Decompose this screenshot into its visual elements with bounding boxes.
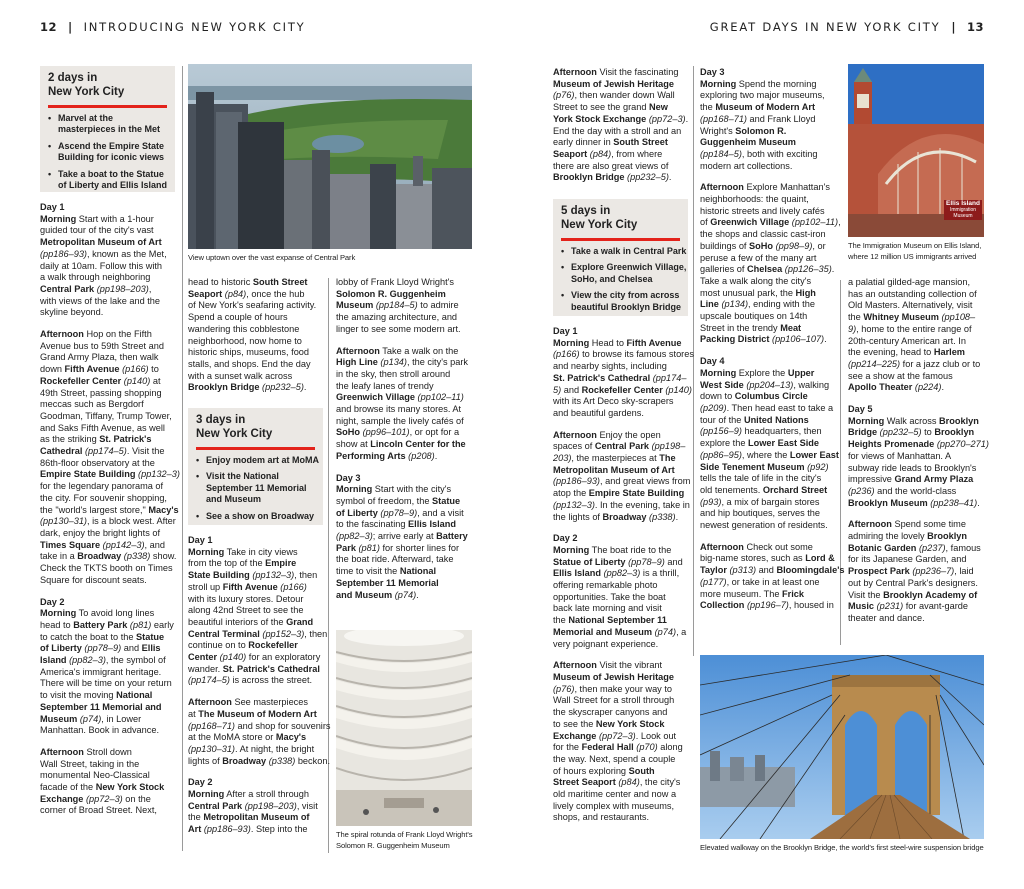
list-item: • View the city from across beautiful Brooklyn Bridge [561,290,682,313]
accent-bar [48,105,167,108]
itinerary-box-5-days [553,199,688,316]
guggenheim-rotunda-photo [336,630,472,826]
accent-bar [196,447,315,450]
list-item: • Take a walk in Central Park [561,246,682,258]
itinerary-box-3-days [188,408,323,525]
box-title: 2 days in New York City [48,72,125,98]
ellis-island-photo [848,64,984,237]
list-item: • Enjoy modem art at MoMA [196,455,317,467]
list-item: • Marvel at the masterpieces in the Met [48,113,169,136]
column-4-lower: Day 1 Morning Head to Fifth Avenue (p166) to browse its famous stores and nearby sights, including St. Patrick's Cathedral (pp174– 5) and Rockefeller Center (p140) with its Art Deco sky-scrapers and beautiful gardens. Afternoon Enjoy the open spaces of Central Park (pp198– 203), the masterpieces at The Metropolitan Museum of Art (pp186–93), and great views from atop the Empire State Building (pp132–3). In the evening, take in the lights of Broadway (p338). Day 2 Morning The boat ride to the Statue of Liberty (pp78–9) and Ellis Island (pp82–3) is a thrill, offering remarkable photo opportunities. Take the boat back late morning and visit the National September 11 Memorial and Museum (p74), a very poignant experience. Afternoon Visit the vibrant Museum of Jewish Heritage (p76), then make your way to Wall Street for a stroll through the skyscraper canyons and to see the New York Stock Exchange (pp72–3). Look out for the Federal Hall (p70) along the way. Next, spend a couple of hours exploring South Street Seaport (p84), the city's old maritime center and now a lively complex with museums, shops, and restaurants. [553,326,694,823]
itinerary-box-2-days [40,66,175,192]
column-1: Day 1 Morning Start with a 1-hour guided tour of the city's vast Metropolitan Museum of Art (pp186–93), known as the Met, daily at 10am. Follow this with a walk through neighboring Central Park (pp198–203), with views of the lake and the skyline beyond. Afternoon Hop on the Fifth Avenue bus to 59th Street and Grand Army Plaza, then walk down Fifth Avenue (p166) to Rockefeller Center (p140) at 49th Street, passing shopping meccas such as Bergdorf Goodman, Tiffany, Trump Tower, and Saks Fifth Avenue, as well as the striking St. Patrick's Cathedral (pp174–5). Visit the 86th-floor observatory at the Empire State Building (pp132–3) for the legendary panorama of the city. For souvenir shopping, the "world's largest store," Macy's (pp130–31), is a block west. After dark, enjoy the bright lights of Times Square (pp142–3), and take in a Broadway (p338) show. Check the TKTS booth on Times Square for discount seats. Day 2 Morning To avoid long lines head to Battery Park (p81) early to catch the boat to the Statue of Liberty (pp78–9) and Ellis Island (pp82–3), the symbol of America's immigrant heritage. There will be time on your return to visit the moving National September 11 Memorial and Museum (p74), in Lower Manhattan. Book in advance. Afternoon Stroll down Wall Street, taking in the monumental Neo-Classical facade of the New York Stock Exchange (pp72–3) on the corner of Broad Street. Next, [40,202,180,816]
list-item: • Ascend the Empire State Building for iconic views [48,141,169,164]
photo-caption: The Immigration Museum on Ellis Island, where 12 million US immigrants arrived [848,241,982,261]
photo-caption: View uptown over the vast expanse of Central Park [188,253,356,262]
central-park-photo [188,64,472,249]
brooklyn-bridge-photo [700,655,984,839]
left-running-header: 12 | INTRODUCING NEW YORK CITY [40,20,306,34]
photo-caption: Elevated walkway on the Brooklyn Bridge, the world's first steel-wire suspension bridge [700,843,984,852]
column-5: Day 3 Morning Spend the morning exploring two major museums, the Museum of Modern Art (pp168–71) and Frank Lloyd Wright's Solomon R. Guggenheim Museum (pp184–5), both with exciting modern art collections. Afternoon Explore Manhattan's neighborhoods: the quaint, historic streets and lively cafés of Greenwich Village (pp102–11), the shops and classic cast-iron buildings of SoHo (pp98–9), or peruse a few of the many art galleries of Chelsea (pp126–35). Take a walk along the city's most unusual park, the High Line (p134), ending with the upscale boutiques on 14th Street in the trendy Meat Packing District (pp106–107). Day 4 Morning Explore the Upper West Side (pp204–13), walking down to Columbus Circle (p209). Then head east to take a tour of the United Nations (pp156–9) headquarters, then explore the Lower East Side (pp86–95), where the Lower East Side Tenement Museum (p92) tells the tale of life in the city's old tenements. Orchard Street (p93), a mix of bargain stores and hip boutiques, serves the newest generation of residents. Afternoon Check out some big-name stores, such as Lord & Taylor (p313) and Bloomingdale's (p177), or take in at least one more museum. The Frick Collection (pp196–7), housed in [700,67,845,611]
column-3: lobby of Frank Lloyd Wright's Solomon R. Guggenheim Museum (pp184–5) to admire the amazing architecture, and linger to see some modern art. Afternoon Take a walk on the High Line (p134), the city's park in the sky, then stroll around the leafy lanes of trendy Greenwich Village (pp102–11) and browse its many stores. At night, sample the lively cafés of SoHo (pp96–101), or opt for a show at Lincoln Center for the Performing Arts (p208). Day 3 Morning Start with the city's symbol of freedom, the Statue of Liberty (pp78–9), and a visit to the fascinating Ellis Island (pp82–3); arrive early at Battery Park (p81) for shorter lines for the boat ride. Afterward, take time to visit the National September 11 Memorial and Museum (p74). [336,277,468,600]
right-running-header: GREAT DAYS IN NEW YORK CITY | 13 [709,20,984,34]
list-item: • Explore Greenwich Village, SoHo, and Chelsea [561,262,682,285]
ellis-sign-text: Ellis Island Immigration Museum [946,200,980,219]
photo-caption: The spiral rotunda of Frank Lloyd Wright's Solomon R. Guggenheim Museum [336,830,473,850]
column-2: head to historic South Street Seaport (p84), once the hub of New York's seafaring activity. Spend a couple of hours wandering this cobblestone neighborhood, now home to historic ships, museums, food stalls, and shops. End the day with a sunset walk across Brooklyn Bridge (pp232–5). [188,277,317,393]
list-item: • See a show on Broadway [196,511,317,523]
list-item: • Visit the National September 11 Memorial and Museum [196,471,317,506]
accent-bar [561,238,680,241]
column-4: Afternoon Visit the fascinating Museum of Jewish Heritage (p76), then wander down Wall Street to see the grand New York Stock Exchange (pp72–3). End the day with a stroll and an early dinner in South Street Seaport (p84), from where there are also great views of Brooklyn Bridge (pp232–5). [553,67,689,183]
column-6: a palatial gilded-age mansion, has an outstanding collection of Old Masters. Alternatively, visit the Whitney Museum (pp108– 9), home to the entire range of 20th-century American art. In the evening, head to Harlem (pp214–225) for a jazz club or to see a show at the famous Apollo Theater (p224). Day 5 Morning Walk across Brooklyn Bridge (pp232–5) to Brooklyn Heights Promenade (pp270–271) for views of Manhattan. A subway ride leads to Brooklyn's impressive Grand Army Plaza (p236) and the world-class Brooklyn Museum (pp238–41). Afternoon Spend some time admiring the lovely Brooklyn Botanic Garden (p237), famous for its Japanese Garden, and Prospect Park (pp236–7), laid out by Central Park's designers. Visit the Brooklyn Academy of Music (p231) for avant-garde theater and dance. [848,277,989,623]
column-rule [182,66,183,851]
column-2-lower: Day 1 Morning Take in city views from the top of the Empire State Building (pp132–3), then stroll up Fifth Avenue (p166) with its luxury stores. Detour along 42nd Street to see the beautiful interiors of the Grand Central Terminal (pp152–3), then continue on to Rockefeller Center (p140) for an exploratory wander. St. Patrick's Cathedral (pp174–5) is across the street. Afternoon See masterpieces at The Museum of Modern Art (pp168–71) and shop for souvenirs at the MoMA store or Macy's (pp130–31). At night, the bright lights of Broadway (p338) beckon. Day 2 Morning After a stroll through Central Park (pp198–203), visit the Metropolitan Museum of Art (pp186–93). Step into the [188,535,331,835]
box-title: 3 days in New York City [196,414,273,440]
list-item: • Take a boat to the Statue of Liberty and Ellis Island [48,169,169,192]
box-title: 5 days in New York City [561,205,638,231]
